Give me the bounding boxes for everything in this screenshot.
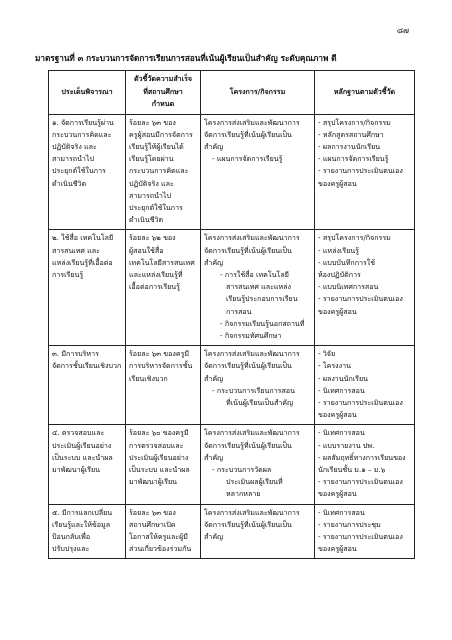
evidence-cell: - สรุปโครงการ/กิจกรรม - แหล่งเรียนรู้ - แบบบันทึกการใช้ ห้องปฏิบัติการ - แบบนิเทศการสอน - รายงานการประเมินตนเอง ของครูผู้สอน <box>315 230 415 346</box>
header-evidence: หลักฐานตามตัวชี้วัด <box>315 71 415 115</box>
standards-table <box>48 70 415 559</box>
evidence-cell: - สรุปโครงการ/กิจกรรม - หลักสูตรสถานศึกษา - ผลการงานนักเรียน - แผนการจัดการเรียนรู้ - รายงานการประเมินตนเอง ของครูผู้สอน <box>315 114 415 230</box>
project-cell: โครงการส่งเสริมและพัฒนาการ จัดการเรียนรู้ที่เน้นผู้เรียนเป็น สำคัญ - กระบวนการวัดผล ประเมินผลผู้เรียนที่ หลากหลาย <box>201 425 315 504</box>
header-indicator: ตัวชี้วัดความสำเร็จ ที่สถานศึกษา กำหนด <box>126 71 201 115</box>
table-row <box>49 504 415 559</box>
consideration-cell: ๔. ตรวจสอบและ ประเมินผู้เรียนอย่าง เป็นระบบ และนำผล มาพัฒนาผู้เรียน <box>49 425 126 504</box>
table-row <box>49 346 415 425</box>
project-cell: โครงการส่งเสริมและพัฒนาการ จัดการเรียนรู้ที่เน้นผู้เรียนเป็น สำคัญ <box>201 504 315 559</box>
consideration-cell: ๑. จัดการเรียนรู้ผ่าน กระบวนการคิดและ ปฏิบัติจริง และ สามารถนำไป ประยุกต์ใช้ในการ ดำเนินชีวิต <box>49 114 126 230</box>
table-header-row <box>49 71 415 115</box>
indicator-cell: ร้อยละ ๖๐ ของครูมี การตรวจสอบและ ประเมินผู้เรียนอย่าง เป็นระบบ และนำผล มาพัฒนาผู้เรียน <box>126 425 201 504</box>
consideration-cell: ๕. มีการแลกเปลี่ยน เรียนรู้และให้ข้อมูล ป้อนกลับเพื่อ ปรับปรุงและ <box>49 504 126 559</box>
indicator-cell: ร้อยละ ๖๓ ของ ครูผู้สอนมีการจัดการ เรียนรู้ให้ผู้เรียนได้ เรียนรู้โดยผ่าน กระบวนการคิดและ ปฏิบัติจริง และ สามารถนำไป ประยุกต์ใช้ในการ ดำเนินชีวิต <box>126 114 201 230</box>
project-cell: โครงการส่งเสริมและพัฒนาการ จัดการเรียนรู้ที่เน้นผู้เรียนเป็น สำคัญ - กระบวนการเรียนการสอน ที่เน้นผู้เรียนเป็นสำคัญ <box>201 346 315 425</box>
indicator-cell: ร้อยละ ๖๓ ของ สถานศึกษาเปิด โอกาสให้ครูและผู้มี ส่วนเกี่ยวข้องร่วมกัน <box>126 504 201 559</box>
consideration-cell: ๒. ใช้สื่อ เทคโนโลยี สารสนเทศ และ แหล่งเรียนรู้ที่เอื้อต่อ การเรียนรู้ <box>49 230 126 346</box>
page-number: ๘๗ <box>396 26 409 35</box>
indicator-cell: ร้อยละ ๖๒ ของ ผู้สอนใช้สื่อ เทคโนโลยีสารสนเทศ และแหล่งเรียนรู้ที่ เอื้อต่อการเรียนรู้ <box>126 230 201 346</box>
project-cell: โครงการส่งเสริมและพัฒนาการ จัดการเรียนรู้ที่เน้นผู้เรียนเป็น สำคัญ - การใช้สื่อ เทคโนโลยี สารสนเทศ และแหล่ง เรียนรู้ประกอบการเรียน การสอน - กิจกรรมเรียนรู้นอกสถานที่ - กิจกรรมทัศนศึกษา <box>201 230 315 346</box>
table-row <box>49 425 415 504</box>
indicator-cell: ร้อยละ ๖๓ ของครูมี การบริหารจัดการชั้น เรียนเชิงบวก <box>126 346 201 425</box>
standard-heading: มาตรฐานที่ ๓ กระบวนการจัดการเรียนการสอนที่เน้นผู้เรียนเป็นสำคัญ ระดับคุณภาพ ดี <box>35 53 337 63</box>
project-cell: โครงการส่งเสริมและพัฒนาการ จัดการเรียนรู้ที่เน้นผู้เรียนเป็น สำคัญ - แผนการจัดการเรียนรู้ <box>201 114 315 230</box>
header-consideration: ประเด็นพิจารณา <box>49 71 126 115</box>
evidence-cell: - นิเทศการสอน - รายงานการประชุม - รายงานการประเมินตนเอง ของครูผู้สอน <box>315 504 415 559</box>
header-project: โครงการ/กิจกรรม <box>201 71 315 115</box>
evidence-cell: - วิจัย - โครงงาน - ผลงานนักเรียน - นิเทศการสอน - รายงานการประเมินตนเอง ของครูผู้สอน <box>315 346 415 425</box>
consideration-cell: ๓. มีการบริหาร จัดการชั้นเรียนเชิงบวก <box>49 346 126 425</box>
table-row <box>49 230 415 346</box>
table-row <box>49 114 415 230</box>
evidence-cell: - นิเทศการสอน - แบบรายงาน ปพ. - ผลสัมฤทธิ์ทางการเรียนของ นักเรียนชั้น ม.๑ – ม.๖ - รายงานการประเมินตนเอง ของครูผู้สอน <box>315 425 415 504</box>
